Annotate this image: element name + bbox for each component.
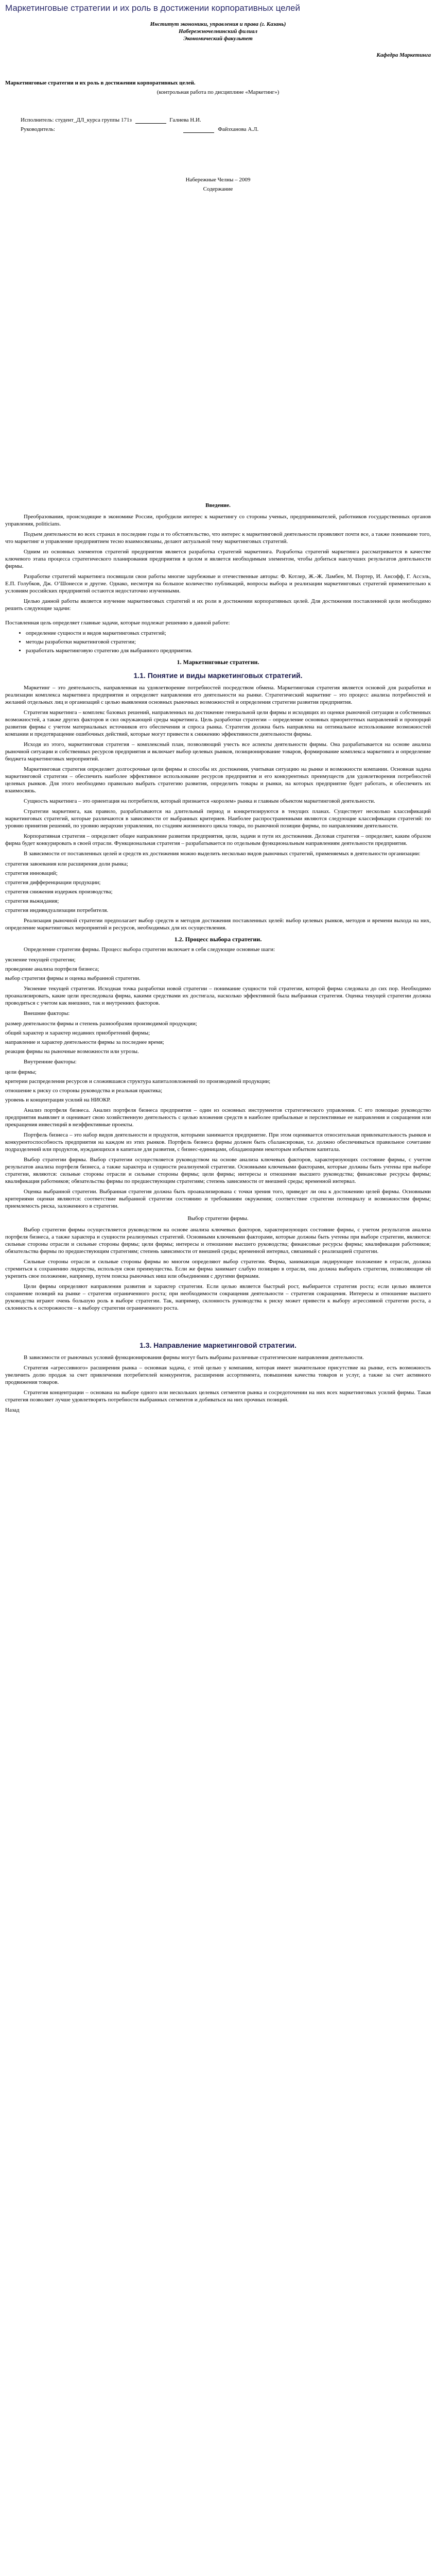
- steps-list: [5, 956, 431, 982]
- body-paragraph: Цели фирмы определяют направления развития и характер стратегии. Если целью является быстрый рост, выбирается стратегия роста; если целью является сохранение позиций на рынке – стратегия ограниченного роста; при необходимости сокращения деятельности – стратегия сокращения. Интересы и отношение высшего руководства играют очень большую роль в выборе стратегии. Так, например, склонность руководства к риску может привести к выбору агрессивной стратегии роста, а склонность к осторожности – к выбору стратегии ограниченного роста.: [5, 1283, 431, 1311]
- branch-name: Набережночелнинский филиал: [178, 28, 258, 35]
- section-heading: 1.1. Понятие и виды маркетинговых стратегий.: [133, 671, 303, 680]
- body-paragraph: В зависимости от рыночных условий функционирования фирмы могут быть выбраны различные стратегические направления деятельности.: [24, 1354, 364, 1361]
- list-item: • определение сущности и видов маркетинговых стратегий;: [26, 630, 431, 637]
- list-item: отношение к риску со стороны руководства и реальная практика;: [5, 1088, 163, 1094]
- body-paragraph: Анализ портфеля бизнеса. Анализ портфеля бизнеса предприятия – один из основных инструментов стратегического управления. С его помощью руководство предприятия выявляет и оценивает свою хозяйственную деятельность с целью вложения средств в наиболее прибыльные и перспективные ее направления и сокращения или прекращения инвестиций в неэффективные проекты.: [5, 1107, 431, 1128]
- intro-paragraph: Одним из основных элементов стратегий предприятия является разработка стратегий маркетинга. Разработка стратегий маркетинга рассматривается в качестве ключевого этапа процесса стратегического планирования предприятия в целом и является необходимым элементом, чтобы добиться наилучших результатов деятельности фирмы.: [5, 549, 431, 569]
- list-item: выбор стратегии фирмы и оценка выбранной стратегии.: [5, 975, 141, 981]
- list-item: направление и характер деятельности фирмы за последнее время;: [5, 1039, 164, 1045]
- list-item: стратегия индивидуализации потребителя.: [5, 907, 109, 913]
- back-link[interactable]: Назад: [5, 1407, 20, 1413]
- section-heading: 1.3. Направление маркетинговой стратегии.: [139, 1341, 297, 1349]
- body-paragraph: Выбор стратегии фирмы осуществляется руководством на основе анализа ключевых факторов, характеризующих состояние фирмы, с учетом результатов анализа портфеля бизнеса, а также характера и сущности реализуемых стратегий. Основными ключевыми факторами, которые должны быть учтены при выборе стратегии, являются: сильные стороны отрасли и сильные стороны фирмы; цели фирмы; интересы и отношение высшего руководства; финансовые ресурсы фирмы; квалификация работников; обязательства фирмы по предшествующим стратегиям; степень зависимости от внешней среды; временной интервал, связанный с реализацией стратегии.: [5, 1227, 431, 1255]
- list-item: • разработать маркетинговую стратегию для выбранного предприятия.: [26, 647, 431, 654]
- internal-factors-list: [5, 1069, 431, 1104]
- body-paragraph: Маркетинговая стратегия определяет долгосрочные цели фирмы и способы их достижения, учитывая ситуацию на рынке и возможности компании. Основная задача маркетинговой стратегии – обеспечить наиболее эффективное использование ресурсов предприятия и его конкурентных преимуществ для удовлетворения потребностей целевых рынков. Для этого необходимо правильно выбрать стратегию развития, определить товары и рынки, на которых предприятие будет работать, и обеспечить их взаимосвязь.: [5, 766, 431, 794]
- supervisor-line: [21, 126, 431, 133]
- work-subtitle: (контрольная работа по дисциплине «Маркетинг»): [156, 89, 280, 95]
- body-paragraph: Реализация рыночной стратегии предполагает выбор средств и методов достижения поставленных целей: выбор целевых рынков, методов и времени выхода на них, определение маркетинговых мероприятий и ресурсов, необходимых для их осуществления.: [5, 918, 431, 931]
- supervisor-label: Руководитель:: [21, 126, 55, 132]
- chapter-heading: 1. Маркетинговые стратегии.: [177, 658, 259, 666]
- faculty-name: Экономический факультет: [183, 36, 253, 42]
- list-item: цели фирмы;: [5, 1069, 37, 1075]
- list-item: уяснение текущей стратегии;: [5, 957, 76, 963]
- body-paragraph: Стратегия «агрессивного» расширения рынка – основная задача, с этой целью у компании, которая имеет значительное присутствие на рынке, есть возможность увеличить долю продаж за счет привлечения потребителей конкурентов, расширения ассортимента, повышения качества товаров и услуг, а также за счет активного продвижения товаров.: [5, 1365, 431, 1385]
- body-paragraph: Маркетинг – это деятельность, направленная на удовлетворение потребностей посредством обмена. Маркетинговая стратегия является основой для разработки и реализации комплекса маркетинга предприятия и определяет направления его деятельности на рынке. Стратегический маркетинг – это процесс анализа потребностей и желаний отдельных лиц и организаций с целью выявления основных рыночных возможностей и определения стратегии развития предприятия.: [5, 685, 431, 705]
- performer-line: [21, 116, 431, 124]
- page-title: Маркетинговые стратегии и их роль в достижении корпоративных целей: [5, 3, 300, 13]
- signature-blank: [135, 123, 166, 124]
- performer-label: Исполнитель: студент_ДЛ_курса группы 171з: [21, 117, 132, 123]
- list-item: проведение анализа портфеля бизнеса;: [5, 966, 99, 972]
- body-paragraph: Внешние факторы:: [24, 1010, 70, 1016]
- body-paragraph: Портфель бизнеса – это набор видов деятельности и продуктов, которыми занимается предприятие. При этом оценивается относительная привлекательность рынков и конкурентоспособность предприятия на каждом из этих рынков. Портфель бизнеса фирмы должен быть сбалансирован, т.е. должно обеспечиваться правильное сочетание подразделений или продуктов, нуждающихся в капитале для развития, с бизнес-единицами, обладающими некоторым избытком капитала.: [5, 1132, 431, 1153]
- section-heading: 1.2. Процесс выбора стратегии.: [174, 936, 262, 943]
- department-name: Кафедра Маркетинга: [376, 52, 431, 58]
- supervisor-name: Файзханова А.Л.: [218, 126, 259, 132]
- strategy-list: [5, 860, 431, 914]
- intro-goal-lead: Поставленная цель определяет главные задачи, которые подлежат решению в данной работе:: [5, 620, 230, 626]
- body-paragraph: Сильные стороны отрасли и сильные стороны фирмы во многом определяют выбор стратегии. Фирма, занимающая лидирующее положение в отрасли, должна стремиться к сохранению лидерства, используя свои преимущества. Если же фирма занимает слабую позицию в отрасли, она должна выбирать стратегии, позволяющие ей укрепить свое положение, например, путем поиска рыночных ниш или объединения с другими фирмами.: [5, 1259, 431, 1279]
- list-item: реакция фирмы на рыночные возможности или угрозы.: [5, 1048, 139, 1055]
- body-paragraph: Стратегия концентрации – основана на выборе одного или нескольких целевых сегментов рынка и сосредоточении на них всех маркетинговых усилий фирмы. Такая стратегия позволяет лучше удовлетворять потребности выбранных сегментов и добиваться на них прочных позиций.: [5, 1389, 431, 1403]
- intro-paragraph: Разработке стратегий маркетинга посвящали свои работы многие зарубежные и отечественные авторы: Ф. Котлер, Ж.-Ж. Ламбен, М. Портер, И. Ансофф, Г. Ассэль, Е.П. Голубков, Дж. О’Шонесси и другие. Однако, несмотря на большое количество публикаций, вопросы выбора и реализации маркетинговых стратегий применительно к условиям российских предприятий остаются недостаточно изученными.: [5, 573, 431, 594]
- city-year: Набережные Челны – 2009: [185, 177, 251, 183]
- body-paragraph: Исходя из этого, маркетинговая стратегия – комплексный план, позволяющий учесть все аспекты деятельности фирмы. Она разрабатывается на основе анализа рыночной ситуации и собственных ресурсов предприятия и включает выбор целевых рынков, позиционирование товаров, формирование комплекса маркетинга и определение бюджета маркетинговых мероприятий.: [5, 741, 431, 762]
- list-item: общий характер и характер недавних приобретений фирмы;: [5, 1030, 150, 1036]
- intro-task-list: [5, 630, 431, 654]
- body-paragraph: Стратегия маркетинга – комплекс базовых решений, направленных на достижение генеральной цели фирмы и исходящих из оценки рыночной ситуации и собственных возможностей, а также других факторов и сил окружающей среды маркетинга. Цель разработки стратегии – определение основных приоритетных направлений и пропорций развития фирмы с учетом материальных источников его обеспечения и спроса рынка. Стратегия должна быть направлена на оптимальное использование возможностей компании и предотвращение ошибочных действий, которые могут привести к снижению эффективности деятельности фирмы.: [5, 709, 431, 737]
- institute-name: Институт экономики, управления и права (г. Казань): [150, 21, 286, 27]
- intro-paragraph: Преобразования, происходящие в экономике России, пробудили интерес к маркетингу со стороны ученых, предпринимателей, работников государственных органов управления, politicians.: [5, 514, 431, 527]
- list-item: стратегия инноваций;: [5, 870, 58, 876]
- contents-heading: Содержание: [203, 186, 233, 192]
- list-item: критерии распределения ресурсов и сложившаяся структура капиталовложений по производимой продукции;: [5, 1078, 271, 1084]
- intro-paragraph: Подъем деятельности во всех странах в последние годы и то обстоятельство, что интерес к маркетинговой деятельности проявляют почти все, а также понимание того, что маркетинг и управление предприятием тесно взаимосвязаны, делают актуальной тему маркетинговых стратегий.: [5, 531, 431, 545]
- signature-blank: [183, 132, 214, 133]
- body-paragraph: Внутренние факторы:: [24, 1059, 77, 1065]
- performer-name: Галиева Н.И.: [169, 117, 201, 123]
- body-paragraph: Стратегии маркетинга, как правило, разрабатываются на длительный период и конкретизируются в текущих планах. Существует несколько классификаций маркетинговых стратегий, которые различаются в зависимости от выбранных критериев. Наиболее распространенными являются следующие классификации стратегий: по уровню принятия решений, по уровню иерархии управления, по стадиям жизненного цикла товара, по рыночной позиции фирмы, по направлениям деятельности.: [5, 808, 431, 829]
- intro-paragraph: Целью данной работы является изучение маркетинговых стратегий и их роли в достижении корпоративных целей. Для достижения поставленной цели необходимо решить следующие задачи:: [5, 598, 431, 612]
- list-item: размер деятельности фирмы и степень разнообразия производимой продукции;: [5, 1021, 197, 1027]
- body-paragraph: Оценка выбранной стратегии. Выбранная стратегия должна быть проанализирована с точки зрения того, приведет ли она к достижению целей фирмы. Основными критериями оценки являются: соответствие выбранной стратегии состоянию и требованиям окружения; соответствие стратегии потенциалу и возможностям фирмы; приемлемость риска, заложенного в стратегии.: [5, 1189, 431, 1209]
- body-paragraph: Корпоративная стратегия – определяет общее направление развития предприятия, цели, задачи и пути их достижения. Деловая стратегия – определяет, каким образом фирма будет конкурировать в своей отрасли. Функциональная стратегия – разрабатывается по отдельным функциональным направлениям деятельности предприятия.: [5, 833, 431, 846]
- body-paragraph: Выбор стратегии фирмы. Выбор стратегии осуществляется руководством на основе анализа ключевых факторов, характеризующих состояние фирмы, с учетом результатов анализа портфеля бизнеса, а также характера и сущности реализуемой стратегии. Основными ключевыми факторами, которые должны быть учтены при выборе стратегии, являются: сильные стороны отрасли и сильные стороны фирмы; цели фирмы; интересы и отношение высшего руководства; финансовые ресурсы фирмы; квалификация работников; обязательства фирмы по предшествующим стратегиям; степень зависимости от внешней среды; временной интервал.: [5, 1157, 431, 1184]
- subsection-heading: Выбор стратегии фирмы.: [187, 1215, 249, 1222]
- list-item: • методы разработки маркетинговой стратегии;: [26, 638, 431, 646]
- list-item: уровень и концентрация усилий на НИОКР.: [5, 1097, 111, 1103]
- body-paragraph: В зависимости от поставленных целей и средств их достижения можно выделить несколько видов рыночных стратегий, применяемых в деятельности организации:: [24, 851, 421, 857]
- external-factors-list: [5, 1020, 431, 1055]
- body-paragraph: Определение стратегии фирмы. Процесс выбора стратегии включает в себя следующие основные шаги:: [24, 946, 275, 953]
- intro-heading: Введение.: [205, 502, 231, 509]
- list-item: стратегия дифференциации продукции;: [5, 879, 101, 886]
- body-paragraph: Сущность маркетинга – это ориентация на потребителя, который признается «королем» рынка и главным объектом маркетинговой деятельности.: [24, 798, 375, 804]
- list-item: стратегия снижения издержек производства;: [5, 889, 113, 895]
- list-item: стратегия завоевания или расширения доли рынка;: [5, 861, 128, 867]
- body-paragraph: Уяснение текущей стратегии. Исходная точка разработки новой стратегии – понимание сущности той стратегии, которой фирма следовала до сих пор. Необходимо проанализировать, какие цели преследовала фирма, какими средствами их достигала, насколько эффективной была выбранная стратегия. Оценка текущей стратегии должна проводиться с учетом как внешних, так и внутренних факторов.: [5, 986, 431, 1006]
- work-title: Маркетинговые стратегии и их роль в достижении корпоративных целей.: [5, 80, 196, 86]
- list-item: стратегия выжидания;: [5, 898, 59, 904]
